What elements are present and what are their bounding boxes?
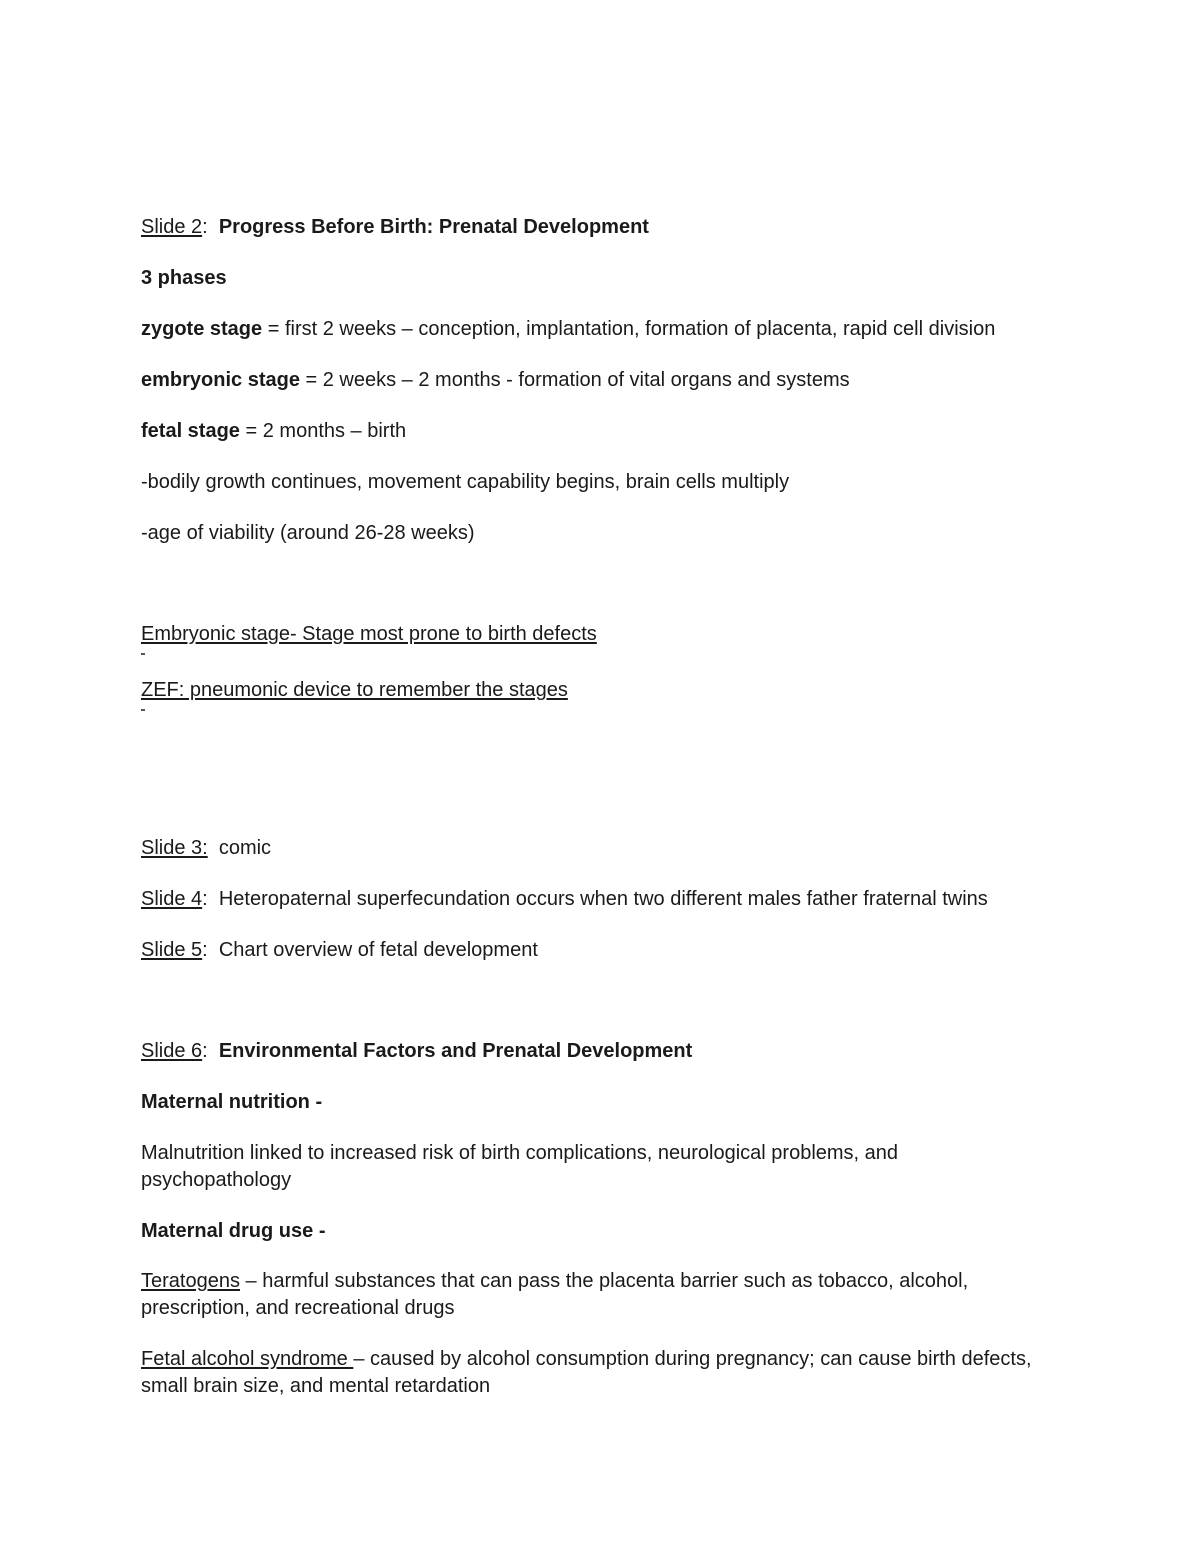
zygote-stage-line	[141, 316, 1081, 343]
slide-4-line	[141, 886, 1081, 913]
fetal-alcohol-syndrome-paragraph	[141, 1346, 1081, 1400]
fetal-point-growth: -bodily growth continues, movement capability begins, brain cells multiply	[141, 471, 790, 493]
fetal-stage-term: fetal stage	[141, 420, 240, 442]
slide-2-label: Slide 2	[141, 216, 203, 238]
embryonic-stage-term: embryonic stage	[141, 369, 300, 391]
slide-6-label: Slide 6	[141, 1040, 203, 1062]
phases-heading: 3 phases	[141, 267, 227, 289]
slide-3-text: comic	[207, 837, 272, 859]
slide-3-line	[141, 835, 1081, 862]
bullet-tick	[141, 653, 145, 655]
maternal-nutrition-text: Malnutrition linked to increased risk of birth complications, neurological problems, and psychopathology	[141, 1142, 899, 1191]
teratogens-text: – harmful substances that can pass the placenta barrier such as tobacco, alcohol, prescription, and recreational drugs	[141, 1270, 969, 1319]
zygote-stage-term: zygote stage	[141, 318, 263, 340]
slide-4-label: Slide 4	[141, 888, 203, 910]
slide-3-label: Slide 3:	[141, 837, 208, 859]
embryonic-stage-line	[141, 367, 1081, 394]
zygote-stage-text: = first 2 weeks – conception, implantation, formation of placenta, rapid cell division	[262, 318, 996, 340]
slide-5-line	[141, 937, 1081, 964]
fetal-alcohol-syndrome-term: Fetal alcohol syndrome	[141, 1348, 354, 1370]
slide-5-label: Slide 5	[141, 939, 203, 961]
embryonic-stage-text: = 2 weeks – 2 months - formation of vital organs and systems	[299, 369, 850, 391]
note-embryonic-defects: Embryonic stage- Stage most prone to birth defects	[141, 623, 597, 645]
slide-2-title: Progress Before Birth: Prenatal Development	[218, 216, 649, 238]
slide-6-heading	[141, 1038, 1081, 1065]
fetal-alcohol-syndrome-text: – caused by alcohol consumption during pregnancy; can cause birth defects, small brain size, and mental retardation	[141, 1348, 1032, 1397]
slide-5-text: : Chart overview of fetal development	[202, 939, 538, 961]
slide-4-text: : Heteropaternal superfecundation occurs when two different males father fraternal twins	[202, 888, 988, 910]
teratogens-term: Teratogens	[141, 1270, 240, 1292]
bullet-tick	[141, 709, 145, 711]
fetal-stage-text: = 2 months – birth	[239, 420, 407, 442]
slide-2-separator: :	[202, 216, 219, 238]
note-zef-mnemonic: ZEF: pneumonic device to remember the stages	[141, 679, 568, 701]
maternal-drug-use-heading: Maternal drug use -	[141, 1220, 326, 1242]
teratogens-paragraph	[141, 1268, 1011, 1322]
slide-6-title: Environmental Factors and Prenatal Development	[218, 1040, 693, 1062]
maternal-nutrition-heading: Maternal nutrition -	[141, 1091, 323, 1113]
fetal-point-viability: -age of viability (around 26-28 weeks)	[141, 522, 475, 544]
slide-2-heading	[141, 214, 1081, 241]
slide-6-separator: :	[202, 1040, 219, 1062]
fetal-stage-line	[141, 418, 1081, 445]
